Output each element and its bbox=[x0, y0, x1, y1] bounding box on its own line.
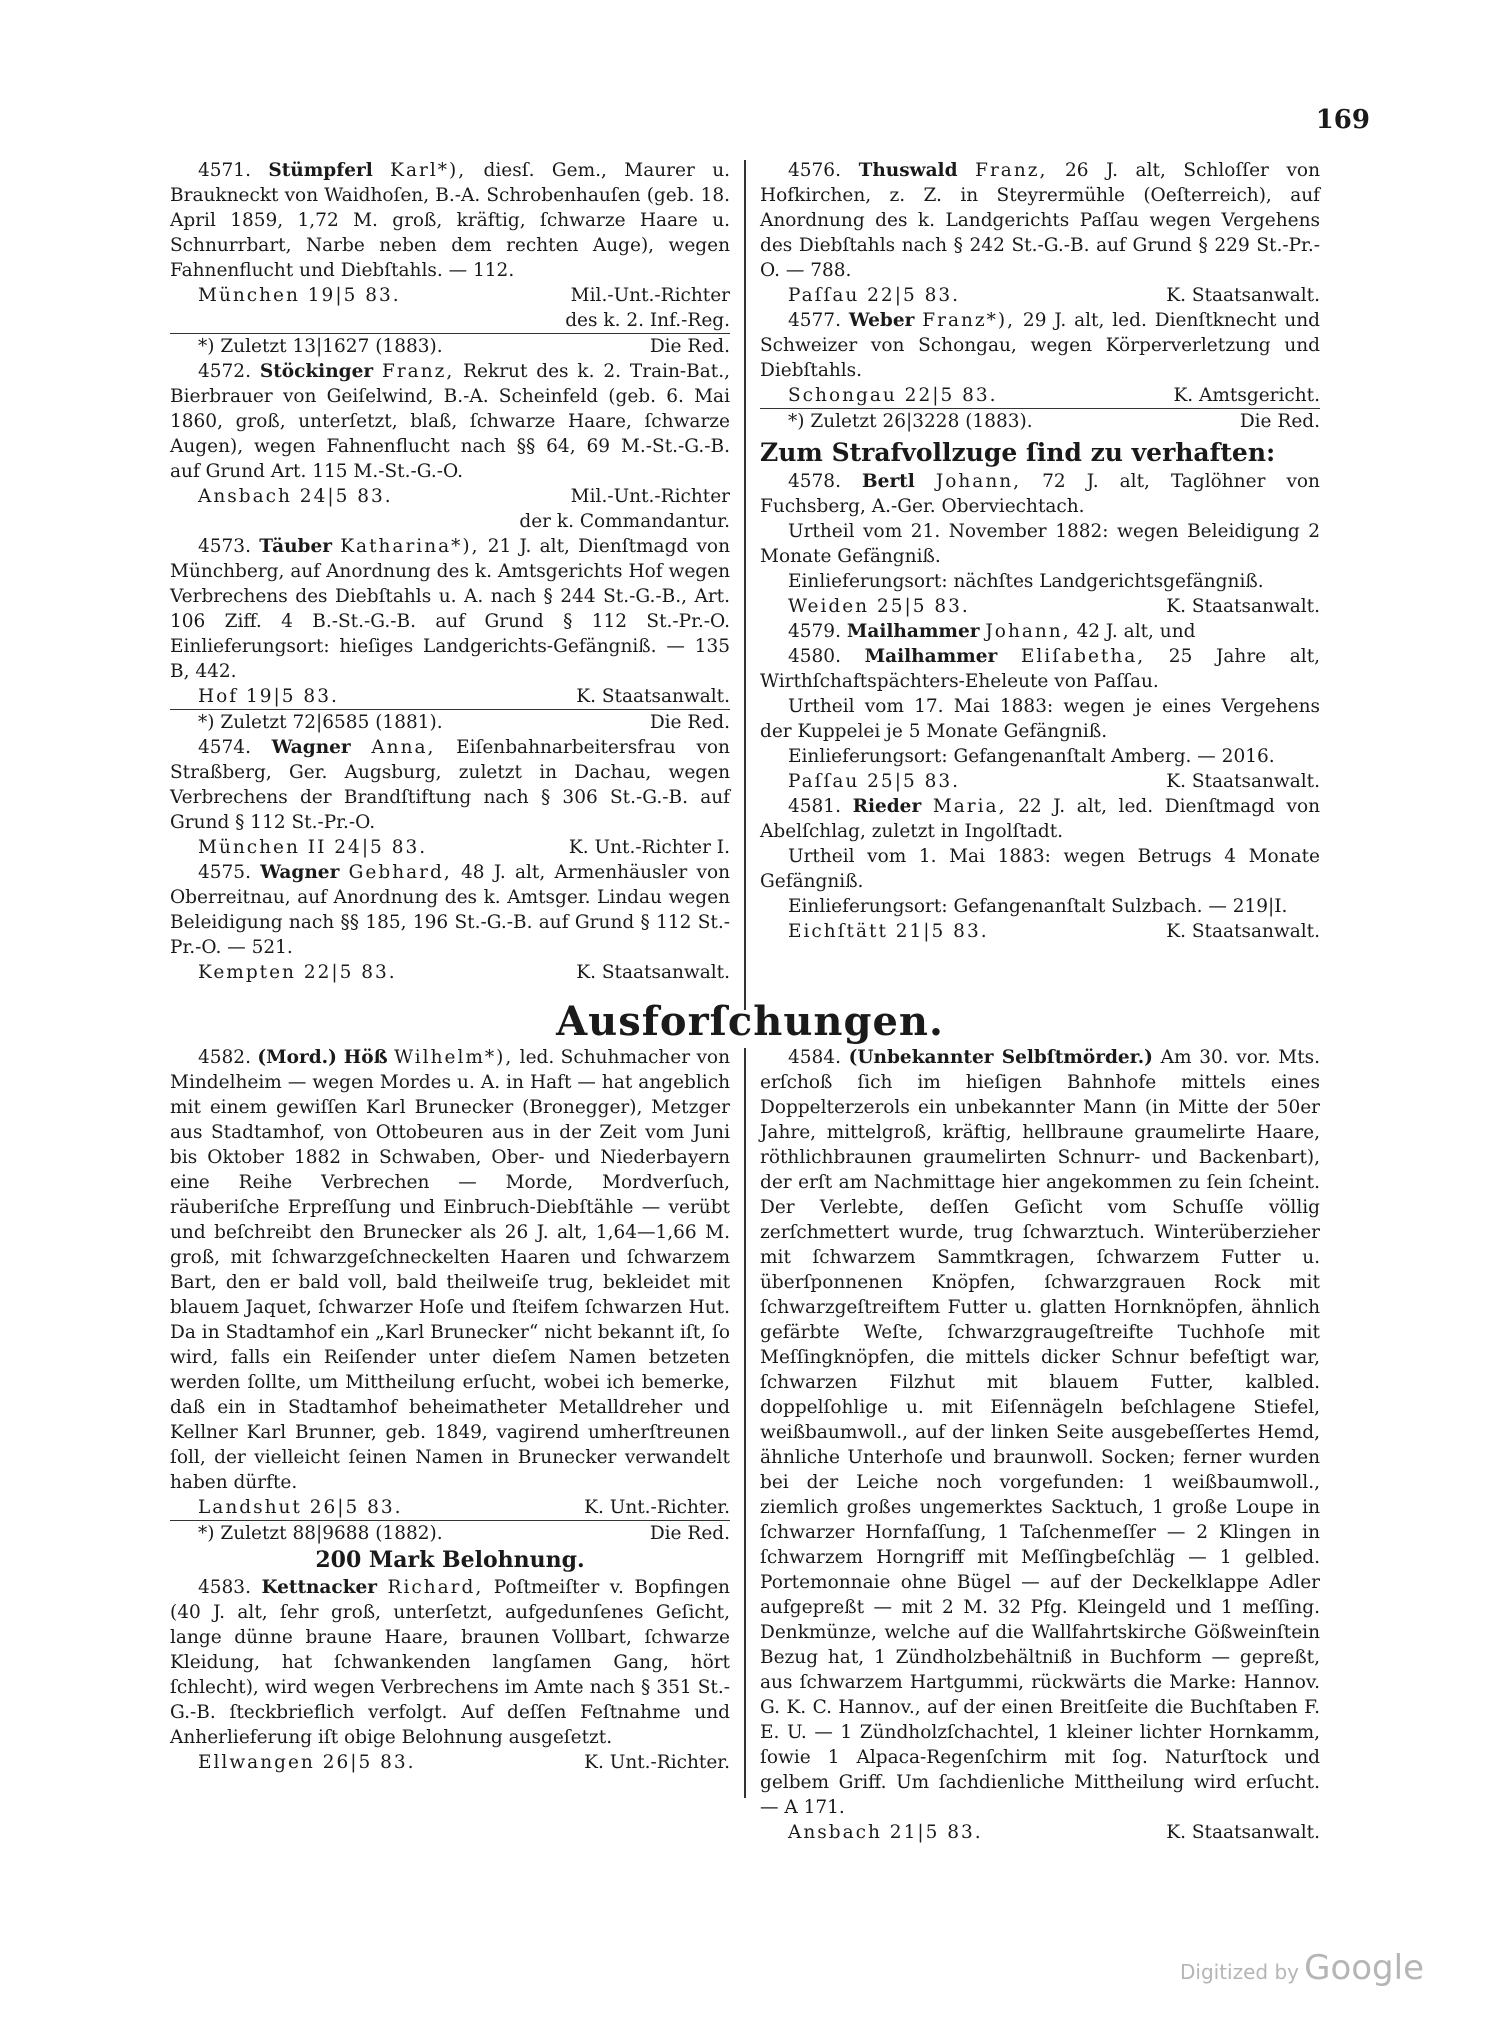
entry bbox=[760, 619, 1320, 644]
signature-line bbox=[170, 835, 730, 860]
entry bbox=[760, 1045, 1320, 1820]
signature-authority: K. Unt.-Richter I. bbox=[568, 837, 730, 858]
entry-name: Stöckinger bbox=[259, 361, 374, 382]
entry bbox=[170, 158, 730, 283]
signature-authority: K. Unt.-Richter. bbox=[584, 1497, 730, 1518]
signature-line bbox=[170, 684, 730, 709]
entry-name: Wagner bbox=[271, 737, 351, 758]
signature-place-date: Kempten 22|5 83. bbox=[198, 962, 397, 983]
entry bbox=[760, 794, 1320, 844]
entry-name: (Unbekannter Selbſtmörder.) bbox=[848, 1047, 1153, 1068]
entry-name: Rieder bbox=[852, 796, 922, 817]
signature-authority: Mil.-Unt.-Richter bbox=[570, 285, 730, 306]
signature-line bbox=[170, 960, 730, 985]
signature-place-date: Hof 19|5 83. bbox=[198, 686, 339, 707]
footnote bbox=[760, 408, 1320, 434]
entry bbox=[170, 1575, 730, 1750]
entry-text: 21 J. alt, Dienſtmagd von Münchberg, auf Anordnung des k. Amtsgerichts Hof wegen Verbrechens des Diebſtahls u. A. nach § 244 St.-G.-B., Art. 106 Ziff. 4 B.-St.-G.-B. auf Grund § 112 St.-Pr.-O. Einlieferungsort: hieſiges Landgerichts-Gefängniß. — 135 B, 442. bbox=[170, 536, 730, 682]
entry-name: Bertl bbox=[862, 471, 915, 492]
footnote-source: Die Red. bbox=[1239, 411, 1320, 432]
entry bbox=[170, 735, 730, 835]
entry-number: 4577. bbox=[788, 310, 841, 331]
column-divider bbox=[744, 160, 746, 1010]
signature-place-date: Ansbach 21|5 83. bbox=[788, 1822, 983, 1843]
signature-authority: Mil.-Unt.-Richter bbox=[570, 486, 730, 507]
entry bbox=[760, 469, 1320, 519]
entry-given-name: Johann, bbox=[935, 471, 1022, 492]
signature-authority: K. Staatsanwalt. bbox=[1166, 921, 1320, 942]
signature-place-date: München 19|5 83. bbox=[198, 285, 401, 306]
signature-line bbox=[760, 594, 1320, 619]
watermark-brand: Google bbox=[1304, 1948, 1424, 1988]
footnote-source: Die Red. bbox=[649, 712, 730, 733]
entry-number: 4574. bbox=[198, 737, 251, 758]
entry-number: 4580. bbox=[788, 646, 841, 667]
signature-line bbox=[170, 484, 730, 509]
entry-number: 4583. bbox=[198, 1577, 251, 1598]
signature-place-date: Paſſau 25|5 83. bbox=[788, 771, 961, 792]
entry-number: 4573. bbox=[198, 536, 251, 557]
signature-place-date: München II 24|5 83. bbox=[198, 837, 428, 858]
watermark-prefix: Digitized by bbox=[1180, 1960, 1299, 1984]
entry-given-name: Franz, bbox=[381, 361, 455, 382]
entry bbox=[170, 359, 730, 484]
signature-place-date: Ansbach 24|5 83. bbox=[198, 486, 393, 507]
entry-text: Am 30. vor. Mts. erſchoß ſich im hieſigen Bahnhofe mittels eines Doppelterzerols ein unbekannter Mann (in Mitte der 50er Jahre, mittelgroß, kräftig, hellbraune graumelirte Haare, röthlichbraunen graumelirten Schnurr- und Backenbart), der erſt am Nachmittage hier angekommen zu ſein ſcheint. Der Verlebte, deſſen Geſicht vom Schuſſe völlig zerſchmettert wurde, trug ſchwarztuch. Winterüberzieher mit ſchwarzem Sammtkragen, ſchwarzem Futter u. überſponnenen Knöpfen, ſchwarzgrauen Rock mit ſchwarzgeſtreiftem Futter u. glatten Hornknöpfen, ähnlich gefärbte Weſte, ſchwarzgraugeſtreifte Tuchhoſe mit Meſſingknöpfen, die mittels dicker Schnur befeſtigt war, ſchwarzen Filzhut mit blauem Futter, kalbled. doppelſohlige u. mit Eiſennägeln beſchlagene Stiefel, weißbaumwoll., auf der linken Seite ausgebeſſertes Hemd, ähnliche Unterhoſe und braunwoll. Socken; ferner wurden bei der Leiche noch vorgefunden: 1 weißbaumwoll., ziemlich großes ungemerktes Sacktuch, 1 große Loupe in ſchwarzer Hornfaſſung, 1 Taſchenmeſſer — 2 Klingen in ſchwarzem Horngriff mit Meſſingbeſchläg — 1 gelbled. Portemonnaie ohne Bügel — auf der Deckelklappe Adler aufgepreßt — mit 2 M. 32 Pfg. Kleingeld und 1 meſſing. Denkmünze, welche auf die Wallfahrtskirche Gößweinſtein Bezug hat, 1 Zündholzbehältniß in Buchform — gepreßt, aus ſchwarzem Hartgummi, rückwärts die Marke: Hannov. G. K. C. Hannov., auf der einen Breitſeite die Buchſtaben F. E. U. — 1 Zündholzſchachtel, 1 kleiner lichter Hornkamm, ſowie 1 Alpaca-Regenſchirm mit ſog. Naturſtock und gelbem Griff. Um ſachdienliche Mittheilung wird erſucht. — A 171. bbox=[760, 1047, 1320, 1818]
signature-authority: K. Amtsgericht. bbox=[1173, 385, 1320, 406]
column-divider bbox=[744, 1048, 746, 1798]
footnote-text: *) Zuletzt 13|1627 (1883). bbox=[198, 336, 443, 357]
column-top-left bbox=[170, 158, 730, 985]
footnote-text: *) Zuletzt 26|3228 (1883). bbox=[788, 411, 1033, 432]
entry-name: Thuswald bbox=[858, 160, 958, 181]
entry-given-name: Wilhelm*), bbox=[394, 1047, 514, 1068]
signature-line bbox=[760, 383, 1320, 408]
signature-line bbox=[170, 1495, 730, 1520]
entry-text: 22 J. alt, led. Dienſtmagd von Abelſchlag, zuletzt in Ingolſtadt. bbox=[760, 796, 1320, 842]
entry-given-name: Karl*), bbox=[390, 160, 467, 181]
entry-number: 4584. bbox=[788, 1047, 841, 1068]
footnote bbox=[170, 333, 730, 359]
entry bbox=[760, 308, 1320, 383]
signature-authority-continued: des k. 2. Inf.-Reg. bbox=[565, 310, 730, 331]
paragraph: Urtheil vom 17. Mai 1883: wegen je eines Vergehens der Kuppelei je 5 Monate Gefängniß. bbox=[760, 696, 1320, 742]
entry-number: 4576. bbox=[788, 160, 841, 181]
signature-line bbox=[760, 1820, 1320, 1845]
entry-text: Rekrut des k. 2. Train-Bat., Bierbrauer von Geiſelwind, B.-A. Scheinfeld (geb. 6. Mai 1860, groß, unterſetzt, blaß, ſchwarze Haare, ſchwarze Augen), wegen Fahnenflucht nach §§ 64, 69 M.-St.-G.-B. auf Grund Art. 115 M.-St.-G.-O. bbox=[170, 361, 730, 482]
column-bottom-right bbox=[760, 1045, 1320, 1845]
column-top-right bbox=[760, 158, 1320, 944]
signature-authority: K. Staatsanwalt. bbox=[1166, 596, 1320, 617]
entry-number: 4581. bbox=[788, 796, 841, 817]
entry-name: Weber bbox=[848, 310, 915, 331]
footnote bbox=[170, 709, 730, 735]
paragraph: Einlieferungsort: nächſtes Landgerichtsgefängniß. bbox=[788, 571, 1264, 592]
footnote-text: *) Zuletzt 88|9688 (1882). bbox=[198, 1523, 443, 1544]
signature-authority-continued: der k. Commandantur. bbox=[519, 511, 730, 532]
entry bbox=[760, 158, 1320, 283]
signature-authority: K. Staatsanwalt. bbox=[576, 686, 730, 707]
signature-place-date: Paſſau 22|5 83. bbox=[788, 285, 961, 306]
entry-number: 4575. bbox=[198, 862, 251, 883]
entry-given-name: Johann, bbox=[985, 621, 1071, 642]
entry-number: 4578. bbox=[788, 471, 841, 492]
signature-authority: K. Staatsanwalt. bbox=[576, 962, 730, 983]
page-number: 169 bbox=[1315, 105, 1370, 135]
entry-text: 29 J. alt, led. Dienſtknecht und Schweizer von Schongau, wegen Körperverletzung und Diebſtahls. bbox=[760, 310, 1320, 381]
entry-name: Mailhammer bbox=[864, 646, 998, 667]
entry-given-name: Franz*), bbox=[922, 310, 1016, 331]
entry-given-name: Eliſabetha, bbox=[1020, 646, 1146, 667]
paragraph: Urtheil vom 1. Mai 1883: wegen Betrugs 4 Monate Gefängniß. bbox=[760, 846, 1320, 892]
entry bbox=[170, 860, 730, 960]
reward-heading: 200 Mark Belohnung. bbox=[315, 1547, 585, 1573]
signature-line bbox=[170, 1750, 730, 1775]
signature-authority: K. Staatsanwalt. bbox=[1166, 1822, 1320, 1843]
entry-given-name: Richard, bbox=[387, 1577, 484, 1598]
entry-name: (Mord.) Höß bbox=[257, 1047, 388, 1068]
paragraph: Einlieferungsort: Gefangenanſtalt Sulzbach. — 219|I. bbox=[788, 896, 1288, 917]
entry-given-name: Katharina*), bbox=[340, 536, 480, 557]
subsection-heading: Zum Strafvollzuge ſind zu verhaften: bbox=[760, 438, 1276, 467]
entry-given-name: Anna, bbox=[371, 737, 436, 758]
signature-line bbox=[760, 769, 1320, 794]
entry bbox=[760, 644, 1320, 694]
entry-text: 48 J. alt, Armenhäusler von Oberreitnau, auf Anordnung des k. Amtsger. Lindau wegen Beleidigung nach §§ 185, 196 St.-G.-B. auf Grund § 112 St.-Pr.-O. — 521. bbox=[170, 862, 730, 958]
signature-line bbox=[760, 283, 1320, 308]
entry-number: 4579. bbox=[788, 621, 841, 642]
footnote bbox=[170, 1520, 730, 1546]
entry-given-name: Maria, bbox=[932, 796, 1007, 817]
entry-text: 72 J. alt, Taglöhner von Fuchsberg, A.-Ger. Oberviechtach. bbox=[760, 471, 1320, 517]
entry-name: Täuber bbox=[259, 536, 332, 557]
entry-name: Wagner bbox=[260, 862, 340, 883]
signature-authority: K. Staatsanwalt. bbox=[1166, 771, 1320, 792]
entry-text: Eiſenbahnarbeitersfrau von Straßberg, Ger. Augsburg, zuletzt in Dachau, wegen Verbrechens der Brandſtiftung nach § 306 St.-G.-B. auf Grund § 112 St.-Pr.-O. bbox=[170, 737, 730, 833]
signature-place-date: Ellwangen 26|5 83. bbox=[198, 1752, 416, 1773]
entry-number: 4572. bbox=[198, 361, 251, 382]
signature-authority: K. Staatsanwalt. bbox=[1166, 285, 1320, 306]
entry-text: Poſtmeiſter v. Bopfingen (40 J. alt, ſehr groß, unterſetzt, aufgedunſenes Geſicht, lange dünne braune Haare, braunen Vollbart, ſchwarze Kleidung, hat ſchwankenden langſamen Gang, hört ſchlecht), wird wegen Verbrechens im Amte nach § 351 St.-G.-B. ſteckbrieflich verfolgt. Auf deſſen Feſtnahme und Anherlieferung iſt obige Belohnung ausgeſetzt. bbox=[170, 1577, 730, 1748]
footnote-source: Die Red. bbox=[649, 336, 730, 357]
entry-number: 4571. bbox=[198, 160, 251, 181]
signature-line bbox=[760, 919, 1320, 944]
entry-text: diesſ. Gem., Maurer u. Braukneckt von Waidhoſen, B.-A. Schrobenhauſen (geb. 18. April 1859, 1,72 M. groß, kräftig, ſchwarze Haare u. Schnurrbart, Narbe neben dem rechten Auge), wegen Fahnenflucht und Diebſtahls. — 112. bbox=[170, 160, 730, 281]
column-bottom-left bbox=[170, 1045, 730, 1775]
entry-text: 25 Jahre alt, Wirthſchaftspächters-Eheleute von Paſſau. bbox=[760, 646, 1321, 692]
entry bbox=[170, 1045, 730, 1495]
entry-given-name: Franz, bbox=[975, 160, 1048, 181]
entry-text: 42 J. alt, und bbox=[1076, 621, 1196, 642]
entry-name: Mailhammer bbox=[846, 621, 980, 642]
digitized-watermark bbox=[1180, 1948, 1460, 1988]
signature-place-date: Schongau 22|5 83. bbox=[788, 385, 998, 406]
entry-given-name: Gebhard, bbox=[348, 862, 452, 883]
footnote-source: Die Red. bbox=[649, 1523, 730, 1544]
section-heading: Ausforſchungen. bbox=[556, 998, 944, 1045]
entry-name: Kettnacker bbox=[261, 1577, 378, 1598]
entry-text: 26 J. alt, Schloſſer von Hofkirchen, z. Z. in Steyrermühle (Oeſterreich), auf Anordnung des k. Landgerichts Paſſau wegen Vergehens des Diebſtahls nach § 242 St.-G.-B. auf Grund § 229 St.-Pr.-O. — 788. bbox=[760, 160, 1320, 281]
signature-place-date: Weiden 25|5 83. bbox=[788, 596, 970, 617]
entry bbox=[170, 534, 730, 684]
signature-place-date: Landshut 26|5 83. bbox=[198, 1497, 403, 1518]
paragraph: Einlieferungsort: Gefangenanſtalt Amberg. — 2016. bbox=[788, 746, 1275, 767]
entry-number: 4582. bbox=[198, 1047, 251, 1068]
entry-text: led. Schuhmacher von Mindelheim — wegen Mordes u. A. in Haft — hat angeblich mit einem gewiſſen Karl Brunecker (Bronegger), Metzger aus Stadtamhof, von Ottobeuren aus in der Zeit vom Juni bis Oktober 1882 in Schwaben, Ober- und Niederbayern eine Reihe Verbrechen — Morde, Mordverſuch, räuberiſche Erpreſſung und Einbruch-Diebſtähle — verübt und beſchreibt den Brunecker als 26 J. alt, 1,64—1,66 M. groß, mit ſchwarzgeſchneckelten Haaren und ſchwarzem Bart, den er bald voll, bald theilweiſe trug, bekleidet mit blauem Jaquet, ſchwarzer Hoſe und ſteifem ſchwarzen Hut. Da in Stadtamhof ein „Karl Brunecker“ nicht bekannt iſt, ſo wird, falls ein Reiſender unter dieſem Namen betzeten werden ſollte, um Mittheilung erſucht, wobei ich bemerke, daß ein in Stadtamhof beheimatheter Metalldreher und Kellner Karl Brunner, geb. 1849, vagirend umherſtreunen ſoll, der vielleicht ſeinen Namen in Brunecker verwandelt haben dürfte. bbox=[170, 1047, 730, 1493]
signature-authority: K. Unt.-Richter. bbox=[584, 1752, 730, 1773]
entry-name: Stümpferl bbox=[268, 160, 373, 181]
footnote-text: *) Zuletzt 72|6585 (1881). bbox=[198, 712, 443, 733]
paragraph: Urtheil vom 21. November 1882: wegen Beleidigung 2 Monate Gefängniß. bbox=[760, 521, 1320, 567]
signature-place-date: Eichſtätt 21|5 83. bbox=[788, 921, 989, 942]
signature-line bbox=[170, 283, 730, 308]
